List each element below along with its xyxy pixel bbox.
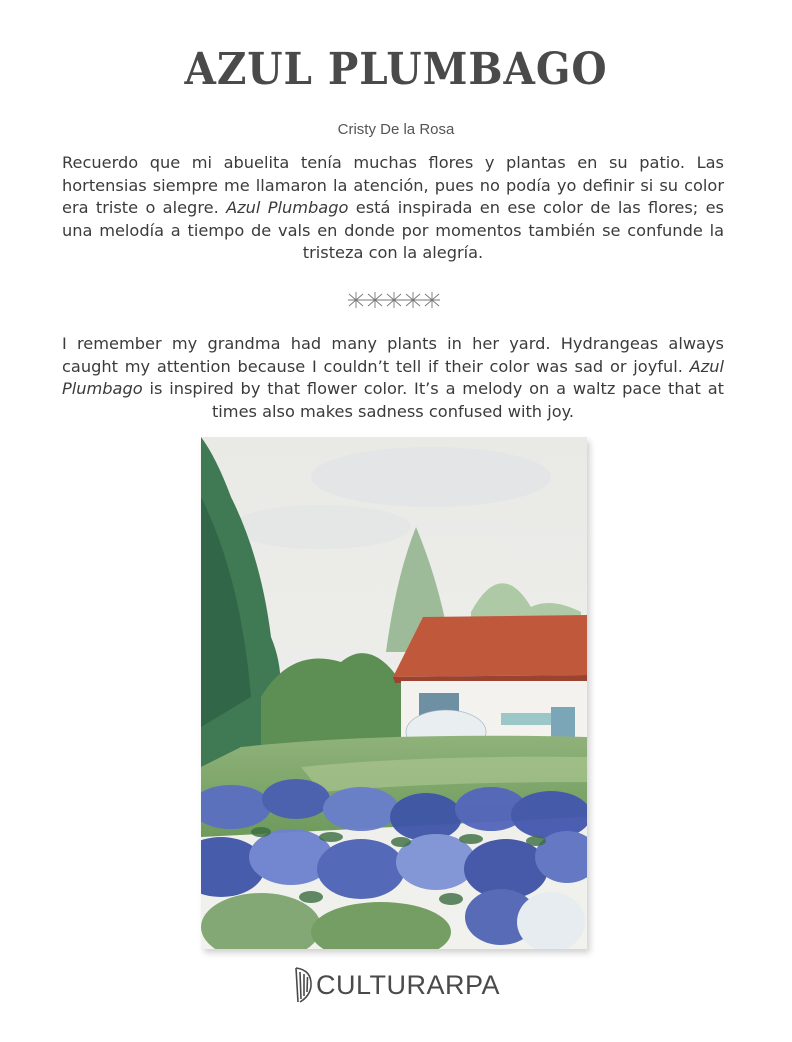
- star-ornament-icon: [346, 289, 442, 311]
- author-name: Cristy De la Rosa: [337, 121, 455, 138]
- english-text-after: is inspired by that flower color. It’s a melody on a waltz pace that at times also makes sadness confused with joy.: [142, 379, 724, 421]
- page-title: AZUL PLUMBAGO: [184, 44, 608, 95]
- culturarpa-logo: [292, 964, 502, 1006]
- english-title-italic: Azul Plumbago: [62, 356, 724, 399]
- spanish-text-after: está inspirada en ese color de las flores; es una melodía a tiempo de vals en donde por momentos también se confunde la tristeza con la alegría.: [62, 198, 724, 263]
- english-description: [62, 333, 724, 423]
- spanish-text-before: Recuerdo que mi abuelita tenía muchas flores y plantas en su patio. Las hortensias siempre me llamaron la atención, pues no podía yo definir si su color era triste o alegre.: [62, 153, 724, 218]
- logo-text: CULTURARPA: [316, 969, 501, 1000]
- spanish-title-italic: Azul Plumbago: [226, 198, 349, 218]
- harp-icon: [292, 966, 314, 1004]
- watercolor-painting: [201, 437, 587, 949]
- spanish-description: [62, 152, 724, 265]
- english-text-before: I remember my grandma had many plants in her yard. Hydrangeas always caught my attention because I couldn’t tell if their color was sad or joyful.: [62, 334, 724, 376]
- cottage-hydrangea-illustration: [201, 437, 587, 949]
